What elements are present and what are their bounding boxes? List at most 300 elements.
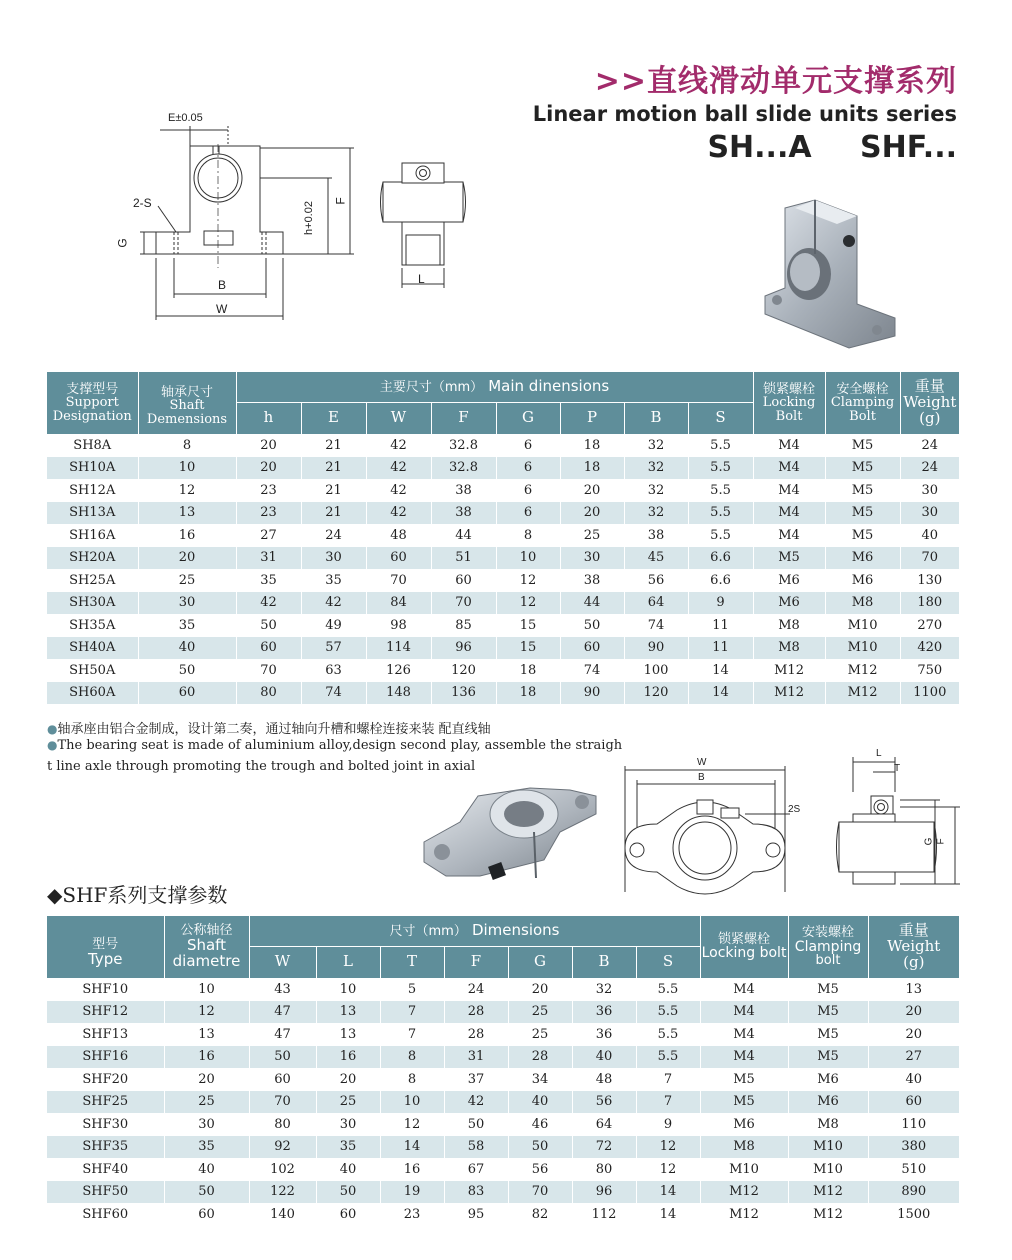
table-cell: 25: [560, 524, 624, 547]
sh-col-weight: 重量 Weight (g): [900, 372, 959, 434]
table-cell: M8: [753, 614, 825, 637]
table-cell: 21: [301, 457, 366, 480]
table-row: [47, 1158, 959, 1181]
table-cell: M5: [825, 524, 900, 547]
table-cell: 30: [560, 547, 624, 570]
table-cell: 96: [431, 637, 496, 660]
table-cell: 20: [560, 502, 624, 525]
table-cell: M4: [700, 978, 788, 1001]
sh-col-h: h: [236, 402, 301, 434]
table-cell: 15: [496, 637, 560, 660]
table-cell: M4: [700, 1046, 788, 1069]
table-cell: M5: [788, 1001, 868, 1024]
table-cell: 43: [249, 978, 316, 1001]
sh-col-w: W: [366, 402, 431, 434]
table-cell: 20: [316, 1068, 380, 1091]
table-cell: 64: [624, 592, 688, 615]
table-cell: SH30A: [47, 592, 138, 615]
table-cell: 25: [316, 1091, 380, 1114]
table-row: [47, 637, 959, 660]
table-row: [47, 1203, 959, 1226]
table-cell: 13: [164, 1023, 249, 1046]
table-cell: 30: [138, 592, 236, 615]
table-cell: SH12A: [69, 482, 116, 498]
sh-col-s: S: [688, 402, 753, 434]
table-cell: 47: [249, 1023, 316, 1046]
table-cell: 30: [900, 502, 959, 525]
table-cell: 5.5: [688, 524, 753, 547]
shf-label-b: B: [698, 772, 705, 783]
table-cell: 23: [380, 1203, 444, 1226]
sh-col-support: 支撑型号 Support Designation: [47, 372, 138, 434]
table-cell: M6: [788, 1068, 868, 1091]
table-cell: 15: [496, 614, 560, 637]
table-cell: 32: [624, 434, 688, 457]
table-cell: 24: [301, 524, 366, 547]
table-cell: 83: [444, 1181, 508, 1204]
table-cell: 6: [496, 502, 560, 525]
table-cell: 51: [431, 547, 496, 570]
table-cell: 92: [249, 1136, 316, 1159]
table-cell: 31: [444, 1046, 508, 1069]
table-cell: SHF20: [82, 1071, 129, 1087]
table-cell: 38: [560, 569, 624, 592]
table-cell: 56: [572, 1091, 636, 1114]
table-cell: 6: [496, 479, 560, 502]
table-cell: 20: [868, 1001, 959, 1024]
table-cell: M6: [700, 1113, 788, 1136]
table-cell: SH16A: [69, 527, 116, 543]
table-cell: 890: [868, 1181, 959, 1204]
table-cell: M8: [788, 1113, 868, 1136]
table-cell: 42: [444, 1091, 508, 1114]
shf-col-weight: 重量 Weight (g): [868, 916, 959, 978]
table-row: [47, 547, 959, 570]
table-cell: 6.6: [688, 547, 753, 570]
table-cell: M6: [753, 592, 825, 615]
table-cell: 13: [316, 1001, 380, 1024]
table-cell: 40: [868, 1068, 959, 1091]
shf-label-f: F: [935, 838, 947, 845]
table-cell: SH20A: [47, 547, 138, 570]
table-cell: 750: [900, 659, 959, 682]
table-cell: 25: [508, 1001, 572, 1024]
table-cell: 10: [380, 1091, 444, 1114]
table-cell: 18: [496, 682, 560, 705]
table-cell: 36: [572, 1023, 636, 1046]
table-row: [47, 659, 959, 682]
table-row: [47, 524, 959, 547]
table-cell: 84: [366, 592, 431, 615]
table-cell: SHF12: [47, 1001, 164, 1024]
table-row: [47, 1046, 959, 1069]
page-title-cn: >>直线滑动单元支撑系列: [594, 64, 957, 99]
table-cell: 35: [138, 614, 236, 637]
table-cell: M5: [788, 978, 868, 1001]
table-cell: 95: [444, 1203, 508, 1226]
table-cell: 510: [868, 1158, 959, 1181]
table-cell: 42: [366, 434, 431, 457]
table-cell: 60: [316, 1203, 380, 1226]
table-cell: 6: [496, 434, 560, 457]
table-cell: 180: [900, 592, 959, 615]
table-cell: M4: [700, 1023, 788, 1046]
table-cell: 8: [496, 524, 560, 547]
table-cell: M12: [753, 659, 825, 682]
table-cell: 49: [301, 614, 366, 637]
shf-product-image: [420, 780, 598, 888]
table-cell: 20: [164, 1068, 249, 1091]
table-cell: M12: [753, 682, 825, 705]
shf-col-b: B: [572, 946, 636, 978]
shf-label-l: L: [876, 748, 882, 759]
table-cell: 112: [572, 1203, 636, 1226]
table-cell: SH25A: [69, 572, 116, 588]
table-cell: 42: [366, 457, 431, 480]
table-cell: 32: [624, 457, 688, 480]
table-cell: 5.5: [636, 1001, 700, 1024]
table-cell: M4: [700, 1001, 788, 1024]
table-cell: 35: [316, 1136, 380, 1159]
table-cell: 114: [366, 637, 431, 660]
table-cell: 5: [380, 978, 444, 1001]
table-cell: 42: [366, 479, 431, 502]
table-cell: M5: [700, 1068, 788, 1091]
table-cell: 20: [236, 457, 301, 480]
table-cell: 64: [572, 1113, 636, 1136]
shf-col-w: W: [249, 946, 316, 978]
table-cell: 100: [624, 659, 688, 682]
table-cell: M5: [825, 502, 900, 525]
table-cell: 28: [508, 1046, 572, 1069]
table-cell: 32.8: [431, 434, 496, 457]
table-cell: M10: [788, 1158, 868, 1181]
table-cell: 48: [572, 1068, 636, 1091]
table-cell: 80: [236, 682, 301, 705]
table-cell: M10: [825, 637, 900, 660]
sh-col-locking: 锁紧螺栓 Locking Bolt: [753, 372, 825, 434]
table-cell: SHF16: [47, 1046, 164, 1069]
table-cell: SHF60: [82, 1206, 129, 1222]
table-cell: 70: [366, 569, 431, 592]
table-cell: 21: [301, 434, 366, 457]
table-cell: 34: [508, 1068, 572, 1091]
table-cell: 7: [380, 1001, 444, 1024]
table-row: [47, 569, 959, 592]
shf-col-locking: 锁紧螺栓 Locking bolt: [700, 916, 788, 978]
shf-col-type: 型号 Type: [47, 916, 164, 978]
table-cell: M12: [788, 1203, 868, 1226]
label-g: G: [115, 238, 130, 248]
table-cell: 13: [868, 978, 959, 1001]
table-cell: 14: [688, 682, 753, 705]
shf-label-w: W: [697, 757, 707, 768]
table-row: [47, 614, 959, 637]
table-cell: 48: [366, 524, 431, 547]
table-cell: 8: [380, 1068, 444, 1091]
table-cell: M6: [825, 547, 900, 570]
table-cell: 12: [380, 1113, 444, 1136]
table-cell: 35: [301, 569, 366, 592]
table-cell: 30: [301, 547, 366, 570]
table-cell: SHF40: [82, 1161, 129, 1177]
table-cell: M12: [700, 1181, 788, 1204]
table-cell: 50: [508, 1136, 572, 1159]
table-cell: 40: [900, 524, 959, 547]
table-cell: M5: [788, 1046, 868, 1069]
label-w: W: [216, 302, 228, 316]
table-cell: 13: [316, 1023, 380, 1046]
table-cell: 13: [138, 502, 236, 525]
table-cell: 16: [316, 1046, 380, 1069]
sh-spec-table: [47, 372, 959, 704]
table-cell: 67: [444, 1158, 508, 1181]
table-cell: 18: [560, 457, 624, 480]
table-cell: 9: [688, 592, 753, 615]
table-cell: 56: [624, 569, 688, 592]
table-cell: 5.5: [636, 1046, 700, 1069]
table-cell: SH35A: [69, 617, 116, 633]
table-cell: 12: [636, 1158, 700, 1181]
table-row: [47, 1136, 959, 1159]
table-cell: 25: [138, 569, 236, 592]
table-row: [47, 592, 959, 615]
table-cell: 57: [301, 637, 366, 660]
table-row: [47, 978, 959, 1001]
table-cell: SH60A: [47, 682, 138, 705]
table-cell: SHF10: [82, 981, 129, 997]
table-cell: 380: [868, 1136, 959, 1159]
note-cn: ●轴承座由铝合金制成，设计第二奏，通过轴向升槽和螺栓连接来装 配直线轴: [47, 722, 491, 737]
table-cell: 70: [236, 659, 301, 682]
table-cell: 12: [138, 479, 236, 502]
shf-spec-table: [47, 916, 959, 1226]
table-cell: M5: [825, 434, 900, 457]
table-cell: 19: [380, 1181, 444, 1204]
table-cell: 20: [138, 547, 236, 570]
table-cell: M5: [788, 1023, 868, 1046]
table-cell: 36: [572, 1001, 636, 1024]
table-cell: SH50A: [69, 662, 116, 678]
table-cell: M5: [700, 1091, 788, 1114]
table-cell: 60: [868, 1091, 959, 1114]
table-cell: SHF13: [82, 1026, 129, 1042]
table-cell: 14: [688, 659, 753, 682]
table-cell: M5: [825, 479, 900, 502]
sh-col-e: E: [301, 402, 366, 434]
sh-col-shaft: 轴承尺寸 Shaft Demensions: [138, 372, 236, 434]
label-2s: 2-S: [133, 196, 152, 210]
table-row: [47, 457, 959, 480]
table-cell: 136: [431, 682, 496, 705]
table-row: [47, 682, 959, 705]
label-f: F: [333, 197, 348, 205]
table-cell: 32.8: [431, 457, 496, 480]
table-cell: 16: [138, 524, 236, 547]
table-cell: 38: [431, 502, 496, 525]
table-cell: M4: [753, 434, 825, 457]
table-cell: SHF25: [47, 1091, 164, 1114]
table-cell: 74: [301, 682, 366, 705]
table-cell: 10: [138, 457, 236, 480]
table-cell: 40: [508, 1091, 572, 1114]
table-cell: 70: [431, 592, 496, 615]
table-cell: SH40A: [47, 637, 138, 660]
table-cell: 18: [560, 434, 624, 457]
table-cell: 96: [572, 1181, 636, 1204]
table-cell: 82: [508, 1203, 572, 1226]
table-cell: 74: [560, 659, 624, 682]
table-cell: 32: [572, 978, 636, 1001]
note-en-1: ●The bearing seat is made of aluminium alloy,design second play, assemble the straigh: [47, 738, 623, 753]
table-cell: 5.5: [688, 502, 753, 525]
table-cell: 23: [236, 502, 301, 525]
table-cell: 30: [316, 1113, 380, 1136]
sh-col-b: B: [624, 402, 688, 434]
table-cell: 32: [624, 502, 688, 525]
shf-col-clamping: 安装螺栓 Clamping bolt: [788, 916, 868, 978]
table-cell: 420: [900, 637, 959, 660]
table-cell: 46: [508, 1113, 572, 1136]
table-cell: 1100: [900, 682, 959, 705]
table-cell: 60: [366, 547, 431, 570]
shf-col-s: S: [636, 946, 700, 978]
bullet-icon: ●: [47, 738, 58, 752]
table-cell: SHF35: [47, 1136, 164, 1159]
shf-technical-drawing: [615, 752, 960, 902]
table-cell: M5: [753, 547, 825, 570]
table-cell: 56: [508, 1158, 572, 1181]
table-cell: 21: [301, 502, 366, 525]
shf-label-g: G: [923, 837, 935, 846]
shf-col-t: T: [380, 946, 444, 978]
table-cell: 50: [444, 1113, 508, 1136]
table-cell: M6: [753, 569, 825, 592]
table-row: [47, 1001, 959, 1024]
table-cell: 50: [138, 659, 236, 682]
table-cell: 50: [164, 1181, 249, 1204]
table-cell: 25: [164, 1091, 249, 1114]
table-cell: 30: [900, 479, 959, 502]
table-cell: 5.5: [688, 457, 753, 480]
table-cell: 44: [431, 524, 496, 547]
table-cell: 120: [624, 682, 688, 705]
table-cell: 42: [236, 592, 301, 615]
table-cell: 5.5: [688, 434, 753, 457]
table-cell: 20: [508, 978, 572, 1001]
table-cell: 35: [236, 569, 301, 592]
table-cell: 7: [380, 1023, 444, 1046]
shf-col-g: G: [508, 946, 572, 978]
sh-technical-drawing: [100, 108, 480, 323]
table-cell: 7: [636, 1068, 700, 1091]
shf-label-2s: 2S: [788, 804, 801, 815]
table-cell: 9: [636, 1113, 700, 1136]
sh-col-clamping: 安全螺栓 Clamping Bolt: [825, 372, 900, 434]
table-cell: SHF30: [82, 1116, 129, 1132]
table-cell: 20: [560, 479, 624, 502]
table-cell: 7: [636, 1091, 700, 1114]
table-cell: 42: [366, 502, 431, 525]
table-cell: M12: [788, 1181, 868, 1204]
table-cell: 11: [688, 637, 753, 660]
shf-table-body: [47, 978, 959, 1226]
table-cell: 126: [366, 659, 431, 682]
table-cell: M4: [753, 457, 825, 480]
table-cell: M12: [700, 1203, 788, 1226]
table-cell: M6: [788, 1091, 868, 1114]
sh-col-p: P: [560, 402, 624, 434]
table-cell: 14: [636, 1203, 700, 1226]
table-cell: 12: [164, 1001, 249, 1024]
table-cell: M8: [825, 592, 900, 615]
table-cell: M10: [825, 614, 900, 637]
table-row: [47, 1091, 959, 1114]
table-cell: 16: [380, 1158, 444, 1181]
sh-table-body: [47, 434, 959, 704]
table-cell: 27: [868, 1046, 959, 1069]
table-cell: 90: [624, 637, 688, 660]
table-cell: 72: [572, 1136, 636, 1159]
table-cell: 30: [164, 1113, 249, 1136]
table-row: [47, 1181, 959, 1204]
sh-col-group-main: 主要尺寸（mm） Main dinensions: [236, 372, 753, 402]
table-cell: M8: [700, 1136, 788, 1159]
table-cell: 60: [431, 569, 496, 592]
table-cell: M4: [753, 502, 825, 525]
table-cell: 47: [249, 1001, 316, 1024]
table-cell: M10: [788, 1136, 868, 1159]
table-cell: 20: [868, 1023, 959, 1046]
table-cell: 40: [138, 637, 236, 660]
table-cell: 20: [236, 434, 301, 457]
table-cell: 10: [164, 978, 249, 1001]
table-cell: 122: [249, 1181, 316, 1204]
table-cell: 42: [301, 592, 366, 615]
table-cell: 24: [900, 434, 959, 457]
table-cell: 60: [164, 1203, 249, 1226]
table-cell: 90: [560, 682, 624, 705]
table-cell: 35: [164, 1136, 249, 1159]
table-cell: 12: [636, 1136, 700, 1159]
table-cell: 38: [624, 524, 688, 547]
page-title-en: Linear motion ball slide units series: [532, 102, 957, 126]
table-cell: 16: [164, 1046, 249, 1069]
table-cell: M6: [825, 569, 900, 592]
table-cell: 74: [624, 614, 688, 637]
table-cell: 23: [236, 479, 301, 502]
table-cell: SH8A: [73, 437, 112, 453]
table-cell: 45: [624, 547, 688, 570]
table-cell: 11: [688, 614, 753, 637]
table-cell: 60: [249, 1068, 316, 1091]
table-cell: 1500: [868, 1203, 959, 1226]
table-cell: 18: [496, 659, 560, 682]
shf-section-title: ◆SHF系列支撑参数: [47, 883, 228, 907]
table-cell: 85: [431, 614, 496, 637]
table-cell: M4: [753, 479, 825, 502]
table-cell: M8: [753, 637, 825, 660]
table-cell: SH10A: [47, 457, 138, 480]
table-cell: 70: [508, 1181, 572, 1204]
label-l: L: [418, 272, 425, 286]
table-cell: 60: [560, 637, 624, 660]
table-cell: 40: [572, 1046, 636, 1069]
table-cell: 110: [868, 1113, 959, 1136]
table-cell: 28: [444, 1023, 508, 1046]
table-cell: 5.5: [688, 479, 753, 502]
table-cell: 12: [496, 592, 560, 615]
